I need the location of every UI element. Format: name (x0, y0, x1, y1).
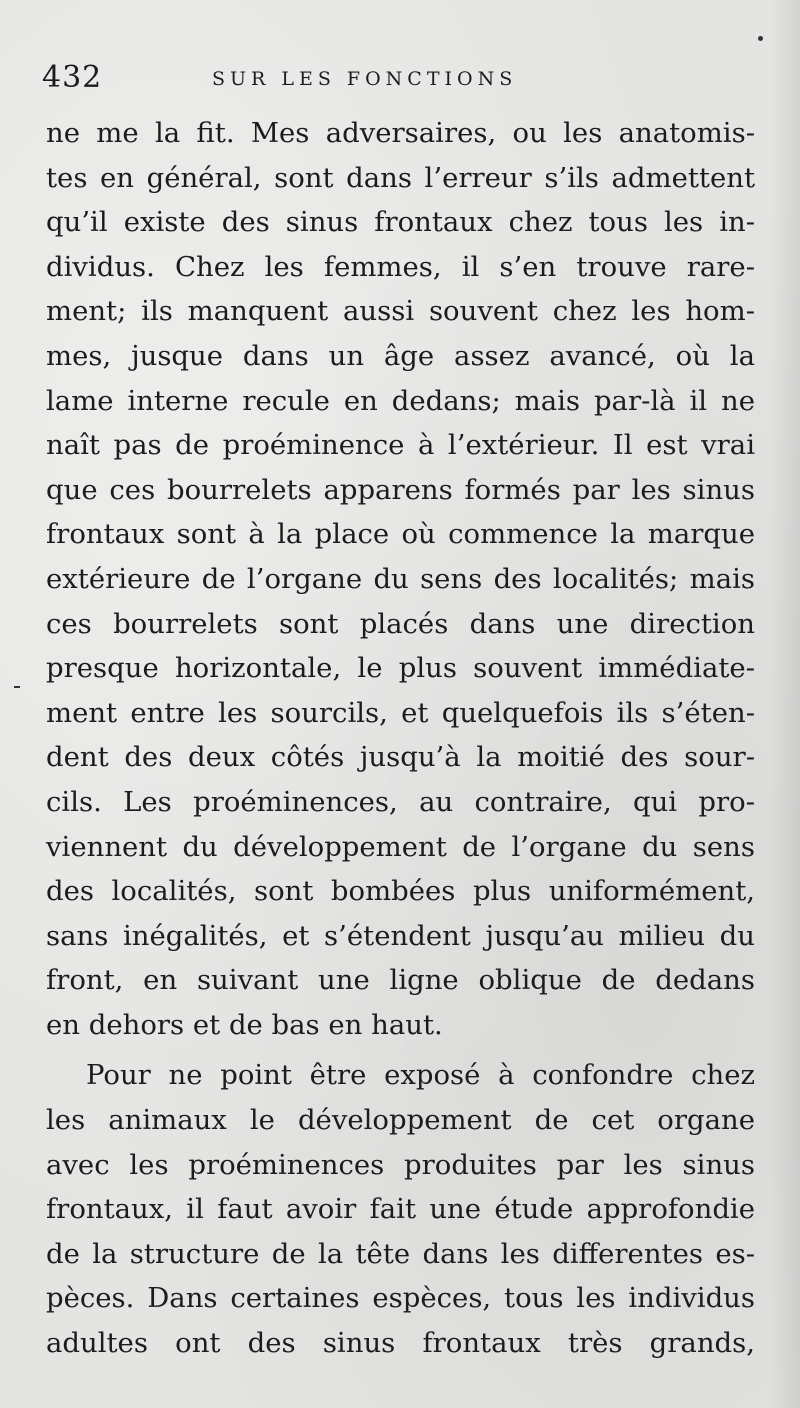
body-text (46, 111, 755, 1366)
text-line: qu’il existe des sinus frontaux chez tous les in- (46, 206, 755, 239)
text-line: adultes ont des sinus frontaux très grands, (46, 1327, 755, 1360)
text-line: de la structure de la tête dans les differentes es- (46, 1237, 755, 1270)
text-line: frontaux sont à la place où commence la marque (46, 518, 755, 551)
text-line: pèces. Dans certaines espèces, tous les individus (46, 1282, 755, 1315)
text-line: viennent du développement de l’organe du sens (46, 830, 755, 863)
text-line: ment; ils manquent aussi souvent chez les hom- (46, 295, 755, 328)
text-line: avec les proéminences produites par les sinus (46, 1148, 755, 1181)
text-line: cils. Les proéminences, au contraire, qui pro- (46, 785, 755, 818)
text-line: presque horizontale, le plus souvent immédiate- (46, 652, 755, 685)
text-line: dividus. Chez les femmes, il s’en trouve rare- (46, 250, 755, 283)
text-line: frontaux, il faut avoir fait une étude approfondie (46, 1193, 755, 1226)
text-line: front, en suivant une ligne oblique de dedans (46, 964, 755, 997)
running-title: SUR LES FONCTIONS (212, 68, 518, 90)
text-line: dent des deux côtés jusqu’à la moitié des sour- (46, 741, 755, 774)
text-line: ces bourrelets sont placés dans une direction (46, 607, 755, 640)
page-edge-shadow (770, 0, 800, 1408)
text-line: naît pas de proéminence à l’extérieur. Il est vrai (46, 429, 755, 462)
text-line: tes en général, sont dans l’erreur s’ils admettent (46, 161, 755, 194)
ink-speck (758, 36, 763, 41)
text-line: Pour ne point être exposé à confondre chez (86, 1059, 755, 1092)
paragraph-2 (46, 1053, 755, 1365)
text-line: que ces bourrelets apparens formés par les sinus (46, 473, 755, 506)
text-line: en dehors et de bas en haut. (46, 1008, 443, 1041)
text-line: extérieure de l’organe du sens des localités; mais (46, 562, 755, 595)
ink-speck (14, 686, 20, 688)
paragraph-1 (46, 111, 755, 1047)
text-line: ne me la fit. Mes adversaires, ou les anatomis- (46, 117, 755, 149)
text-line: les animaux le développement de cet organe (46, 1104, 755, 1137)
text-line: sans inégalités, et s’étendent jusqu’au milieu du (46, 919, 755, 952)
text-line: des localités, sont bombées plus uniformément, (46, 875, 755, 908)
text-line: ment entre les sourcils, et quelquefois ils s’éten- (46, 696, 755, 729)
page-number: 432 (42, 60, 103, 95)
text-line: mes, jusque dans un âge assez avancé, où la (46, 339, 755, 372)
text-line: lame interne recule en dedans; mais par-là il ne (46, 384, 755, 417)
